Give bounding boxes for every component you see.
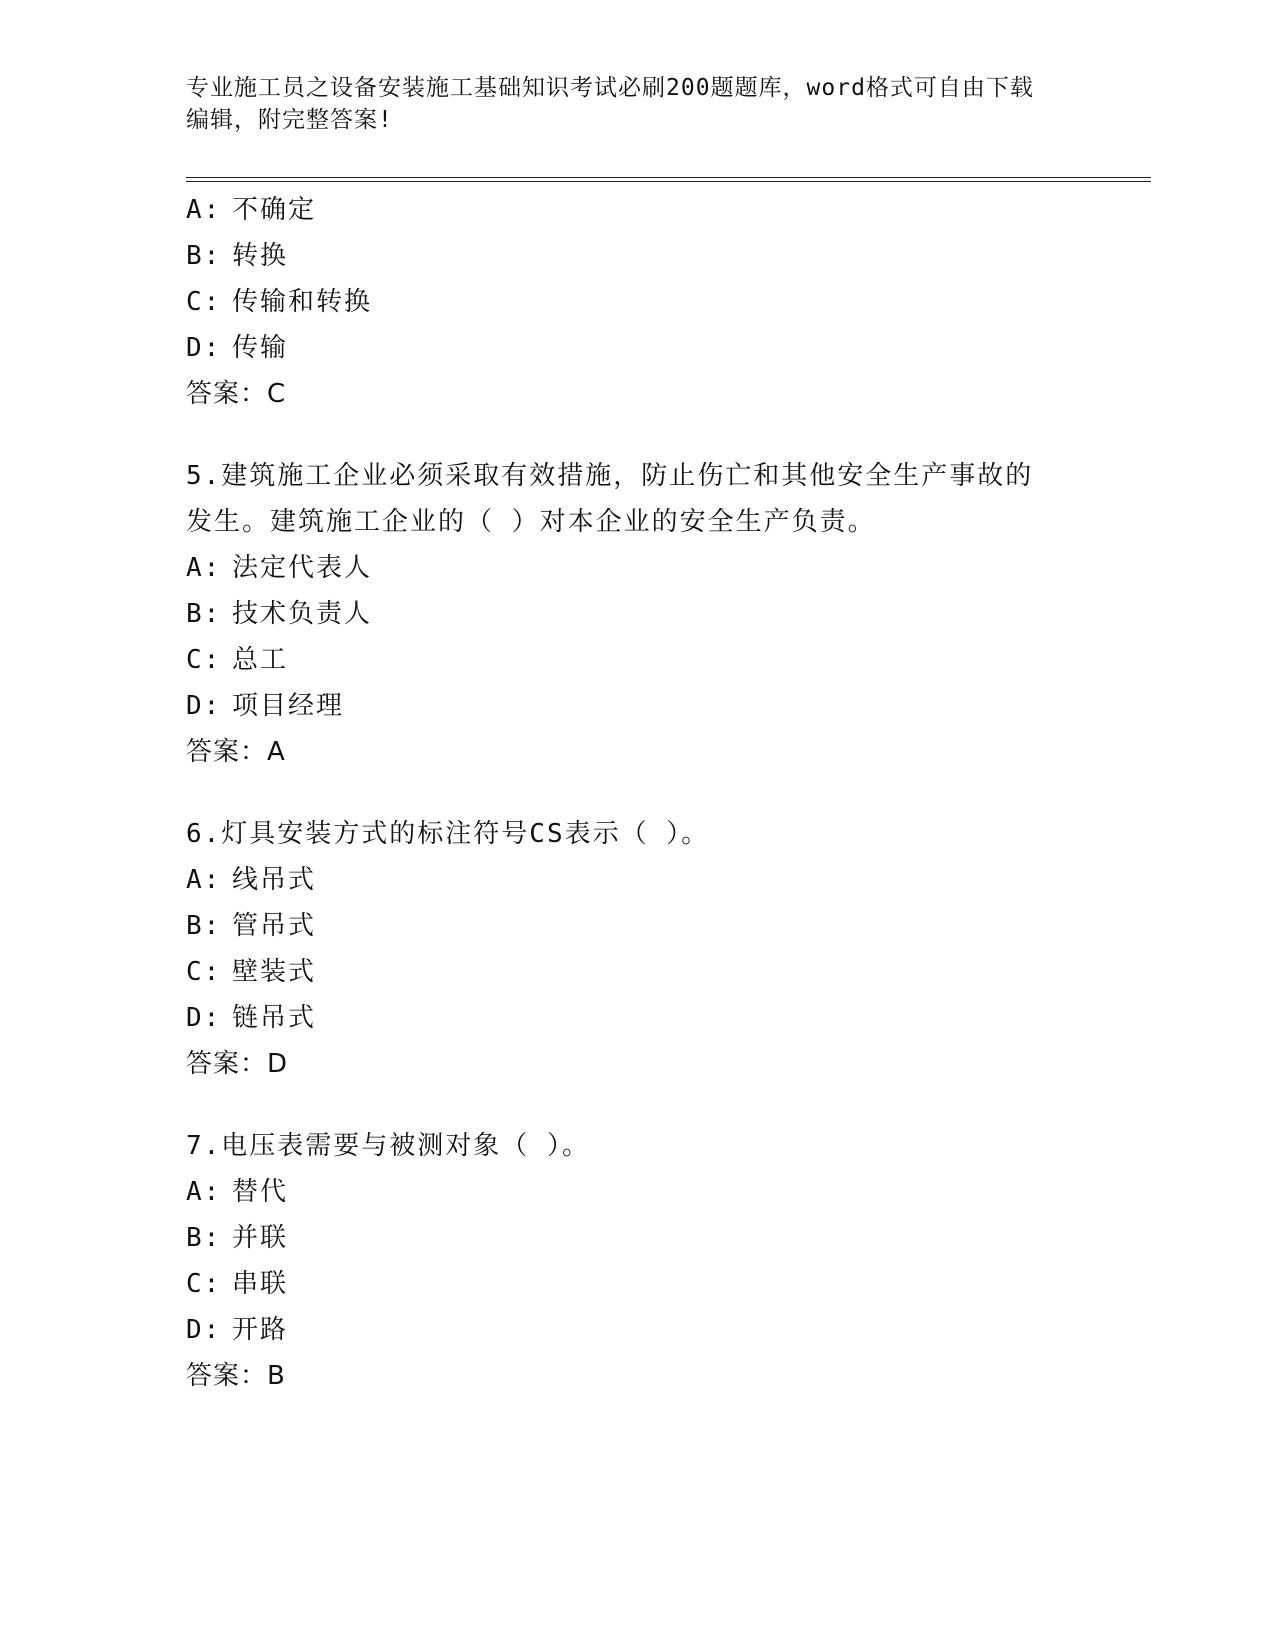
option-text: 总工 (232, 645, 289, 675)
question-5 (186, 453, 1086, 775)
question-4 (186, 187, 1086, 417)
document-header (186, 72, 1066, 136)
option-text: 壁装式 (232, 957, 317, 987)
question-stem: 7.电压表需要与被测对象（ ）。 (186, 1131, 590, 1161)
option-b (186, 591, 1086, 637)
option-b (186, 903, 1086, 949)
question-stem (186, 453, 1066, 545)
option-text: 替代 (232, 1177, 289, 1207)
option-a (186, 1169, 1086, 1215)
option-letter: B: (186, 241, 222, 271)
option-text: 不确定 (232, 195, 317, 225)
option-text: 传输和转换 (232, 287, 373, 317)
option-letter: A: (186, 195, 222, 225)
option-a (186, 187, 1086, 233)
option-letter: B: (186, 911, 222, 941)
option-letter: B: (186, 599, 222, 629)
option-letter: D: (186, 333, 222, 363)
option-text: 法定代表人 (232, 553, 373, 583)
option-c (186, 949, 1086, 995)
option-letter: D: (186, 1315, 222, 1345)
question-6 (186, 811, 1086, 1087)
option-c (186, 1261, 1086, 1307)
option-letter: D: (186, 691, 222, 721)
question-stem-line-2: 发生。建筑施工企业的（ ）对本企业的安全生产负责。 (186, 507, 876, 537)
answer-line: 答案：C (186, 379, 287, 409)
option-text: 转换 (232, 241, 289, 271)
option-text: 项目经理 (232, 691, 345, 721)
option-letter: A: (186, 1177, 222, 1207)
option-text: 技术负责人 (232, 599, 373, 629)
option-a (186, 545, 1086, 591)
option-letter: C: (186, 287, 222, 317)
answer-line: 答案：B (186, 1361, 286, 1391)
option-letter: C: (186, 957, 222, 987)
option-text: 传输 (232, 333, 289, 363)
option-b (186, 233, 1086, 279)
option-letter: A: (186, 865, 222, 895)
option-text: 管吊式 (232, 911, 317, 941)
option-text: 并联 (232, 1223, 289, 1253)
question-7 (186, 1123, 1086, 1399)
option-d (186, 995, 1086, 1041)
option-d (186, 325, 1086, 371)
option-letter: A: (186, 553, 222, 583)
spacer (186, 775, 1086, 811)
option-letter: D: (186, 1003, 222, 1033)
question-stem: 6.灯具安装方式的标注符号CS表示（ ）。 (186, 819, 710, 849)
header-title-line-1: 专业施工员之设备安装施工基础知识考试必刷200题题库，word格式可自由下载 (186, 75, 1034, 101)
option-c (186, 279, 1086, 325)
option-letter: B: (186, 1223, 222, 1253)
header-divider-top (186, 177, 1151, 178)
header-title-line-2: 编辑，附完整答案! (186, 107, 393, 133)
option-d (186, 683, 1086, 729)
question-stem-line-1: 5.建筑施工企业必须采取有效措施，防止伤亡和其他安全生产事故的 (186, 461, 1034, 491)
option-text: 开路 (232, 1315, 289, 1345)
option-a (186, 857, 1086, 903)
option-c (186, 637, 1086, 683)
answer-line: 答案：A (186, 737, 286, 767)
option-letter: C: (186, 1269, 222, 1299)
option-b (186, 1215, 1086, 1261)
option-text: 串联 (232, 1269, 289, 1299)
spacer (186, 417, 1086, 453)
answer-line: 答案：D (186, 1049, 289, 1079)
option-text: 线吊式 (232, 865, 317, 895)
spacer (186, 1087, 1086, 1123)
option-text: 链吊式 (232, 1003, 317, 1033)
header-divider-bottom (186, 181, 1151, 182)
option-d (186, 1307, 1086, 1353)
option-letter: C: (186, 645, 222, 675)
question-list (186, 187, 1086, 1399)
